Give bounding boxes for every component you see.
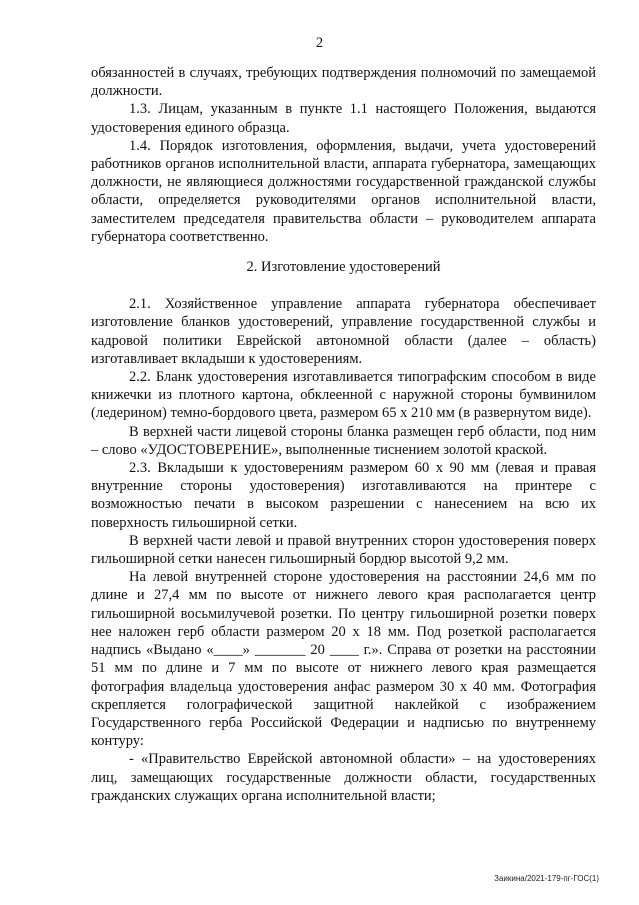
paragraph-left-side: На левой внутренней стороне удостоверения на расстоянии 24,6 мм по длине и 27,4 мм по высоте от нижнего левого края располагается центр гильоширной восьмилучевой розетки. По центру гильоширной розетки поверх нее наложен герб области размером 20 х 18 мм. Под розеткой располагается надпись «Выдано «____» _______ 20 ____ г.». Справа от розетки на расстоянии 51 мм по длине и 7 мм по высоте от нижнего левого края размещается фотография владельца удостоверения анфас размером 30 х 40 мм. Фотография скрепляется голографической защитной наклейкой с изображением Государственного герба Российской Федерации и надписью по внутреннему контуру: [91, 569, 596, 750]
paragraph-blank-top: В верхней части лицевой стороны бланка размещен герб области, под ним – слово «УДОСТОВЕРЕНИЕ», выполненные тиснением золотой краской. [91, 423, 596, 458]
list-item-government: - «Правительство Еврейской автономной области» – на удостоверениях лиц, замещающих государственные должности области, государственных гражданских служащих органа исполнительной власти; [91, 751, 596, 804]
document-body [91, 64, 596, 805]
footer-code: Заикина/2021-179-пг-ГОС(1) [494, 874, 599, 883]
paragraph-1-3: 1.3. Лицам, указанным в пункте 1.1 настоящего Положения, выдаются удостоверения единого образца. [91, 101, 596, 136]
section-heading: 2. Изготовление удостоверений [246, 259, 441, 276]
paragraph-continuation: обязанностей в случаях, требующих подтверждения полномочий по замещаемой должности. [91, 65, 596, 100]
page-number: 2 [315, 35, 324, 51]
paragraph-border: В верхней части левой и правой внутренних сторон удостоверения поверх гильоширной сетки нанесен гильоширный бордюр высотой 9,2 мм. [91, 532, 596, 568]
paragraph-2-1: 2.1. Хозяйственное управление аппарата губернатора обеспечивает изготовление бланков удостоверений, управление государственной службы и кадровой политики Еврейской автономной области (далее – область) изготавливает вкладыши к удостоверениям. [91, 296, 596, 367]
paragraph-2-2: 2.2. Бланк удостоверения изготавливается типографским способом в виде книжечки из плотного картона, обклеенной с наружной стороны бумвинилом (ледерином) темно-бордового цвета, размером 65 х 210 мм (в развернутом виде). [91, 369, 596, 422]
paragraph-2-3: 2.3. Вкладыши к удостоверениям размером 60 х 90 мм (левая и правая внутренние стороны удостоверения) изготавливаются на принтере с возможностью печати в высоком разрешении с нанесением на всю их поверхность гильоширной сетки. [91, 460, 596, 531]
paragraph-1-4: 1.4. Порядок изготовления, оформления, выдачи, учета удостоверений работников органов исполнительной власти, аппарата губернатора, замещающих должности, не являющиеся должностями государственной гражданской службы области, определяется руководителями органов исполнительной власти, заместителем председателя правительства области – руководителем аппарата губернатора соответственно. [91, 137, 596, 245]
